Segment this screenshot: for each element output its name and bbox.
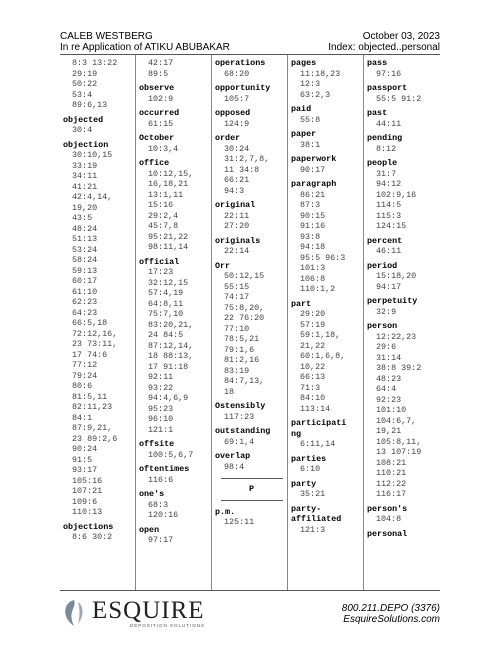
page-line-reference: 58:24 (72, 255, 98, 265)
page-line-reference: 8:12 (376, 143, 397, 154)
page-line-reference: 66:13 (300, 372, 326, 382)
page-line-reference: 81:2,16 (224, 355, 260, 365)
page-line-reference: 19,21 (376, 426, 402, 436)
page-line-reference: 77:10 (224, 323, 250, 334)
column-divider (363, 55, 364, 590)
index-column-3 (212, 55, 288, 590)
page-line-reference: 17 91:18 (148, 361, 189, 372)
page-line-reference: 91:16 (300, 221, 326, 231)
page-line-reference: 11:18,23 (300, 68, 341, 79)
index-term: opportunity (215, 83, 271, 93)
index-term: paragraph (291, 179, 337, 189)
page-line-reference: 95:5 96:3 (300, 252, 346, 263)
page-line-reference: 12:22,23 (376, 331, 417, 342)
page-line-reference: 42:17 (148, 58, 174, 68)
page-line-reference: 22:11 (224, 210, 250, 221)
deposition-date: October 03, 2023 (362, 31, 440, 42)
page-line-reference: 21,22 (300, 340, 326, 351)
page-line-reference: 50:12,15 (224, 271, 265, 281)
page-line-reference: 72:12,16, (72, 328, 118, 339)
page-line-reference: 102:9 (148, 93, 174, 104)
index-term: office (139, 158, 170, 168)
page-line-reference: 13:1,11 (148, 189, 184, 200)
page-header (60, 31, 440, 53)
page-line-reference: 84:10 (300, 393, 326, 403)
index-term: party- affiliated (291, 503, 342, 524)
page-line-reference: 121:3 (300, 524, 326, 535)
page-line-reference: 61:15 (148, 118, 174, 129)
page-line-reference: 120:16 (148, 510, 179, 520)
page-line-reference: 42:4,14, (72, 192, 113, 202)
page-line-reference: 125:11 (224, 517, 255, 527)
page-line-reference: 8:6 30:2 (72, 532, 113, 542)
page-line-reference: 84:1 (72, 412, 93, 423)
page-line-reference: 30:10,15 (72, 150, 113, 160)
page-line-reference: 81:5,11 (72, 391, 108, 402)
page-line-reference: 106:8 (300, 273, 326, 284)
page-line-reference: 66:5,18 (72, 318, 108, 328)
page-line-reference: 77:12 (72, 360, 98, 370)
page-line-reference: 93:22 (148, 382, 174, 393)
page-line-reference: 75:8,20, (224, 302, 265, 313)
page-line-reference: 89:5 (148, 68, 169, 79)
page-line-reference: 121:1 (148, 424, 174, 435)
page-line-reference: 53:4 (72, 89, 93, 100)
brand-name: ESQUIRE (92, 596, 205, 624)
index-term: pass (367, 58, 388, 68)
page-line-reference: 105:16 (72, 475, 103, 486)
index-term: opposed (215, 108, 251, 118)
page-line-reference: 24 84:5 (148, 330, 184, 340)
page-line-reference: 97:17 (148, 535, 174, 545)
page-line-reference: 46:11 (376, 246, 402, 256)
page-line-reference: 90:24 (72, 444, 98, 454)
index-term: paperwork (291, 154, 337, 164)
page-line-reference: 38:8 39:2 (376, 363, 422, 373)
page-line-reference: 80:6 (72, 381, 93, 391)
page-line-reference: 55:15 (224, 281, 250, 292)
page-line-reference: 68:3 (148, 499, 169, 510)
index-term: Ostensibly (215, 401, 266, 411)
index-term: p.m. (215, 506, 236, 517)
index-term: party (291, 478, 317, 489)
page-line-reference: 98:11,14 (148, 242, 189, 252)
page-line-reference: 117:23 (224, 411, 255, 422)
page-line-reference: 15:16 (148, 200, 174, 210)
witness-name: CALEB WESTBERG (60, 31, 153, 42)
column-divider (211, 55, 212, 590)
page-line-reference: 15:18,20 (376, 271, 417, 281)
page-line-reference: 79:24 (72, 370, 98, 381)
page-line-reference: 18 88:13, (148, 351, 194, 361)
page-line-reference: 68:20 (224, 68, 250, 79)
page-line-reference: 100:5,6,7 (148, 449, 194, 460)
phone-number: 800.211.DEPO (3376) (341, 603, 440, 614)
page-line-reference: 124:15 (376, 221, 407, 231)
brand-tagline: DEPOSITION SOLUTIONS (130, 622, 206, 628)
page-line-reference: 29:2,4 (148, 210, 179, 221)
page-line-reference: 27:20 (224, 221, 250, 231)
page-line-reference: 94:12 (376, 179, 402, 189)
page-line-reference: 10:3,4 (148, 143, 179, 154)
column-divider (287, 55, 288, 590)
page-line-reference: 35:21 (300, 489, 326, 499)
page-line-reference: 38:1 (300, 139, 321, 150)
page-line-reference: 64:4 (376, 384, 397, 394)
page-line-reference: 22:14 (224, 246, 250, 256)
page-line-reference: 57:4,19 (148, 288, 184, 298)
section-letter: P (215, 478, 288, 501)
column-divider (135, 55, 136, 590)
page-line-reference: 31:2,7,8, (224, 154, 270, 164)
index-term: October (139, 133, 175, 143)
page-line-reference: 82:11,23 (72, 402, 113, 412)
page-line-reference: 94:17 (376, 281, 402, 292)
page-line-reference: 62:23 (72, 297, 98, 307)
page-line-reference: 23 89:2,6 (72, 433, 118, 444)
page-line-reference: 110:21 (376, 468, 407, 478)
page-line-reference: 115:3 (376, 210, 402, 221)
index-term: personal (367, 528, 408, 539)
page-line-reference: 51:13 (72, 234, 98, 244)
page-line-reference: 12:3 (300, 79, 321, 89)
page-line-reference: 19,20 (72, 202, 98, 213)
page-line-reference: 110:1,2 (300, 284, 336, 294)
page-line-reference: 102:9,16 (376, 189, 417, 200)
contact-info (342, 603, 440, 625)
page-line-reference: 16,18,21 (148, 179, 189, 189)
index-column-5 (364, 55, 440, 590)
index-term: overlap (215, 451, 251, 461)
page-line-reference: 55:8 (300, 114, 321, 125)
page-line-reference: 57:19 (300, 319, 326, 330)
page-line-reference: 87:9,21, (72, 423, 113, 433)
page-line-reference: 89:6,13 (72, 100, 108, 110)
page-line-reference: 93:17 (72, 465, 98, 475)
page-line-reference: 90:15 (300, 210, 326, 221)
page-line-reference: 10,22 (300, 361, 326, 372)
page-line-reference: 84:7,13, (224, 376, 265, 386)
page-line-reference: 78:5,21 (224, 334, 260, 344)
page-line-reference: 48:23 (376, 373, 402, 384)
index-term: order (215, 133, 241, 143)
page-line-reference: 83:19 (224, 365, 250, 376)
page-line-reference: 60:1,6,8, (300, 351, 346, 361)
page-line-reference: 97:16 (376, 68, 402, 79)
page-line-reference: 18 (224, 386, 235, 397)
index-term: paid (291, 104, 312, 114)
page-line-reference: 96:10 (148, 414, 174, 424)
page-line-reference: 34:11 (72, 171, 98, 181)
esquire-logo-icon (60, 598, 88, 628)
index-term: offsite (139, 439, 175, 449)
page-line-reference: 50:22 (72, 79, 98, 89)
page-line-reference: 109:6 (72, 496, 98, 507)
index-term: oftentimes (139, 464, 190, 474)
page-line-reference: 93:8 (300, 231, 321, 242)
page-line-reference: 108:21 (376, 457, 407, 468)
page-line-reference: 95:21,22 (148, 231, 189, 242)
index-term: pending (367, 133, 403, 143)
page-line-reference: 105:7 (224, 93, 250, 104)
index-column-2 (136, 55, 212, 590)
page-line-reference: 74:17 (224, 292, 250, 302)
page-line-reference: 87:3 (300, 200, 321, 210)
index-term: outstanding (215, 426, 271, 436)
page-line-reference: 59:13 (72, 265, 98, 276)
page-line-reference: 33:19 (72, 160, 98, 171)
page-line-reference: 94:18 (300, 242, 326, 252)
page-line-reference: 17:23 (148, 267, 174, 277)
page-line-reference: 66:21 (224, 175, 250, 185)
page-footer (60, 598, 440, 638)
page-line-reference: 61:10 (72, 286, 98, 297)
page-line-reference: 101:10 (376, 405, 407, 415)
page-line-reference: 59:1,18, (300, 330, 341, 340)
page-line-reference: 44:11 (376, 118, 402, 129)
page-line-reference: 113:14 (300, 403, 331, 414)
page-line-reference: 90:17 (300, 164, 326, 175)
page-line-reference: 48:24 (72, 223, 98, 234)
page-line-reference: 23 73:11, (72, 339, 118, 349)
index-term: occurred (139, 108, 180, 118)
page-line-reference: 104:6,7, (376, 415, 417, 426)
index-term: person's (367, 503, 408, 514)
esquire-logo (60, 598, 205, 628)
page-line-reference: 32:9 (376, 306, 397, 317)
page-line-reference: 41:21 (72, 181, 98, 192)
index-term: perpetuity (367, 296, 418, 306)
index-term: paper (291, 129, 317, 139)
page-line-reference: 55:5 91:2 (376, 93, 422, 104)
page-line-reference: 92:23 (376, 394, 402, 405)
page-line-reference: 112:22 (376, 478, 407, 489)
page-line-reference: 22 76:20 (224, 313, 265, 323)
page-line-reference: 29:19 (72, 68, 98, 79)
page-line-reference: 30:24 (224, 143, 250, 154)
page-line-reference: 94:4,6,9 (148, 393, 189, 403)
index-term: official (139, 256, 180, 267)
index-term: period (367, 260, 398, 271)
page-line-reference: 64:8,11 (148, 298, 184, 309)
index-term: part (291, 298, 312, 309)
index-term: participati ng (291, 418, 347, 439)
page-line-reference: 105:8,11, (376, 436, 422, 447)
page-line-reference: 94:3 (224, 185, 245, 196)
page-line-reference: 79:1,6 (224, 344, 255, 355)
page-line-reference: 6:10 (300, 464, 321, 474)
page-line-reference: 8:3 13:22 (72, 58, 118, 68)
page-line-reference: 116:17 (376, 489, 407, 499)
index-frame (60, 54, 440, 591)
page-line-reference: 91:5 (72, 454, 93, 465)
page-line-reference: 45:7,8 (148, 221, 179, 231)
index-column-1 (60, 55, 135, 590)
page-line-reference: 86:21 (300, 189, 326, 200)
index-term: objections (63, 521, 114, 532)
index-column-4 (288, 55, 364, 590)
page-line-reference: 114:5 (376, 200, 402, 210)
website-link[interactable]: EsquireSolutions.com (343, 614, 440, 625)
index-term: person (367, 321, 398, 331)
index-term: original (215, 200, 256, 210)
page-line-reference: 87:12,14, (148, 340, 194, 351)
index-term: objection (63, 139, 109, 150)
page-line-reference: 11 34:8 (224, 164, 260, 175)
page-line-reference: 95:23 (148, 403, 174, 414)
index-term: percent (367, 235, 403, 246)
page-line-reference: 110:13 (72, 507, 103, 517)
page-line-reference: 29:20 (300, 309, 326, 319)
index-term: one's (139, 489, 165, 499)
page-line-reference: 53:24 (72, 244, 98, 255)
page-line-reference: 83:20,21, (148, 319, 194, 330)
index-term: originals (215, 235, 261, 246)
page-line-reference: 29:6 (376, 342, 397, 352)
page-line-reference: 104:8 (376, 514, 402, 524)
index-term: operations (215, 58, 266, 68)
page-line-reference: 43:5 (72, 213, 93, 223)
index-term: past (367, 108, 388, 118)
page-line-reference: 13 107:19 (376, 447, 422, 457)
page-line-reference: 69:1,4 (224, 436, 255, 447)
index-term: people (367, 158, 398, 168)
page-line-reference: 30:4 (72, 125, 93, 135)
page-line-reference: 6:11,14 (300, 439, 336, 449)
index-term: observe (139, 83, 175, 93)
page-line-reference: 31:14 (376, 352, 402, 363)
page-line-reference: 32:12,15 (148, 277, 189, 288)
index-range: Index: objected..personal (328, 42, 440, 53)
index-term: open (139, 524, 160, 535)
page-line-reference: 116:6 (148, 474, 174, 485)
page-line-reference: 101:3 (300, 263, 326, 273)
index-term: pages (291, 58, 317, 68)
index-term: Orr (215, 260, 231, 271)
page-line-reference: 31:7 (376, 168, 397, 179)
index-term: passport (367, 83, 408, 93)
index-term: objected (63, 114, 104, 125)
page-line-reference: 124:9 (224, 118, 250, 129)
page-line-reference: 10:12,15, (148, 168, 194, 179)
page-line-reference: 60:17 (72, 276, 98, 286)
page-line-reference: 63:2,3 (300, 89, 331, 100)
page-line-reference: 92:11 (148, 372, 174, 382)
page-line-reference: 17 74:6 (72, 349, 108, 360)
index-term: parties (291, 453, 327, 464)
page-line-reference: 98:4 (224, 461, 245, 472)
page-line-reference: 71:3 (300, 382, 321, 393)
page-line-reference: 64:23 (72, 307, 98, 318)
page-line-reference: 107:21 (72, 486, 103, 496)
page-line-reference: 75:7,10 (148, 309, 184, 319)
case-title: In re Application of ATIKU ABUBAKAR (60, 42, 230, 53)
